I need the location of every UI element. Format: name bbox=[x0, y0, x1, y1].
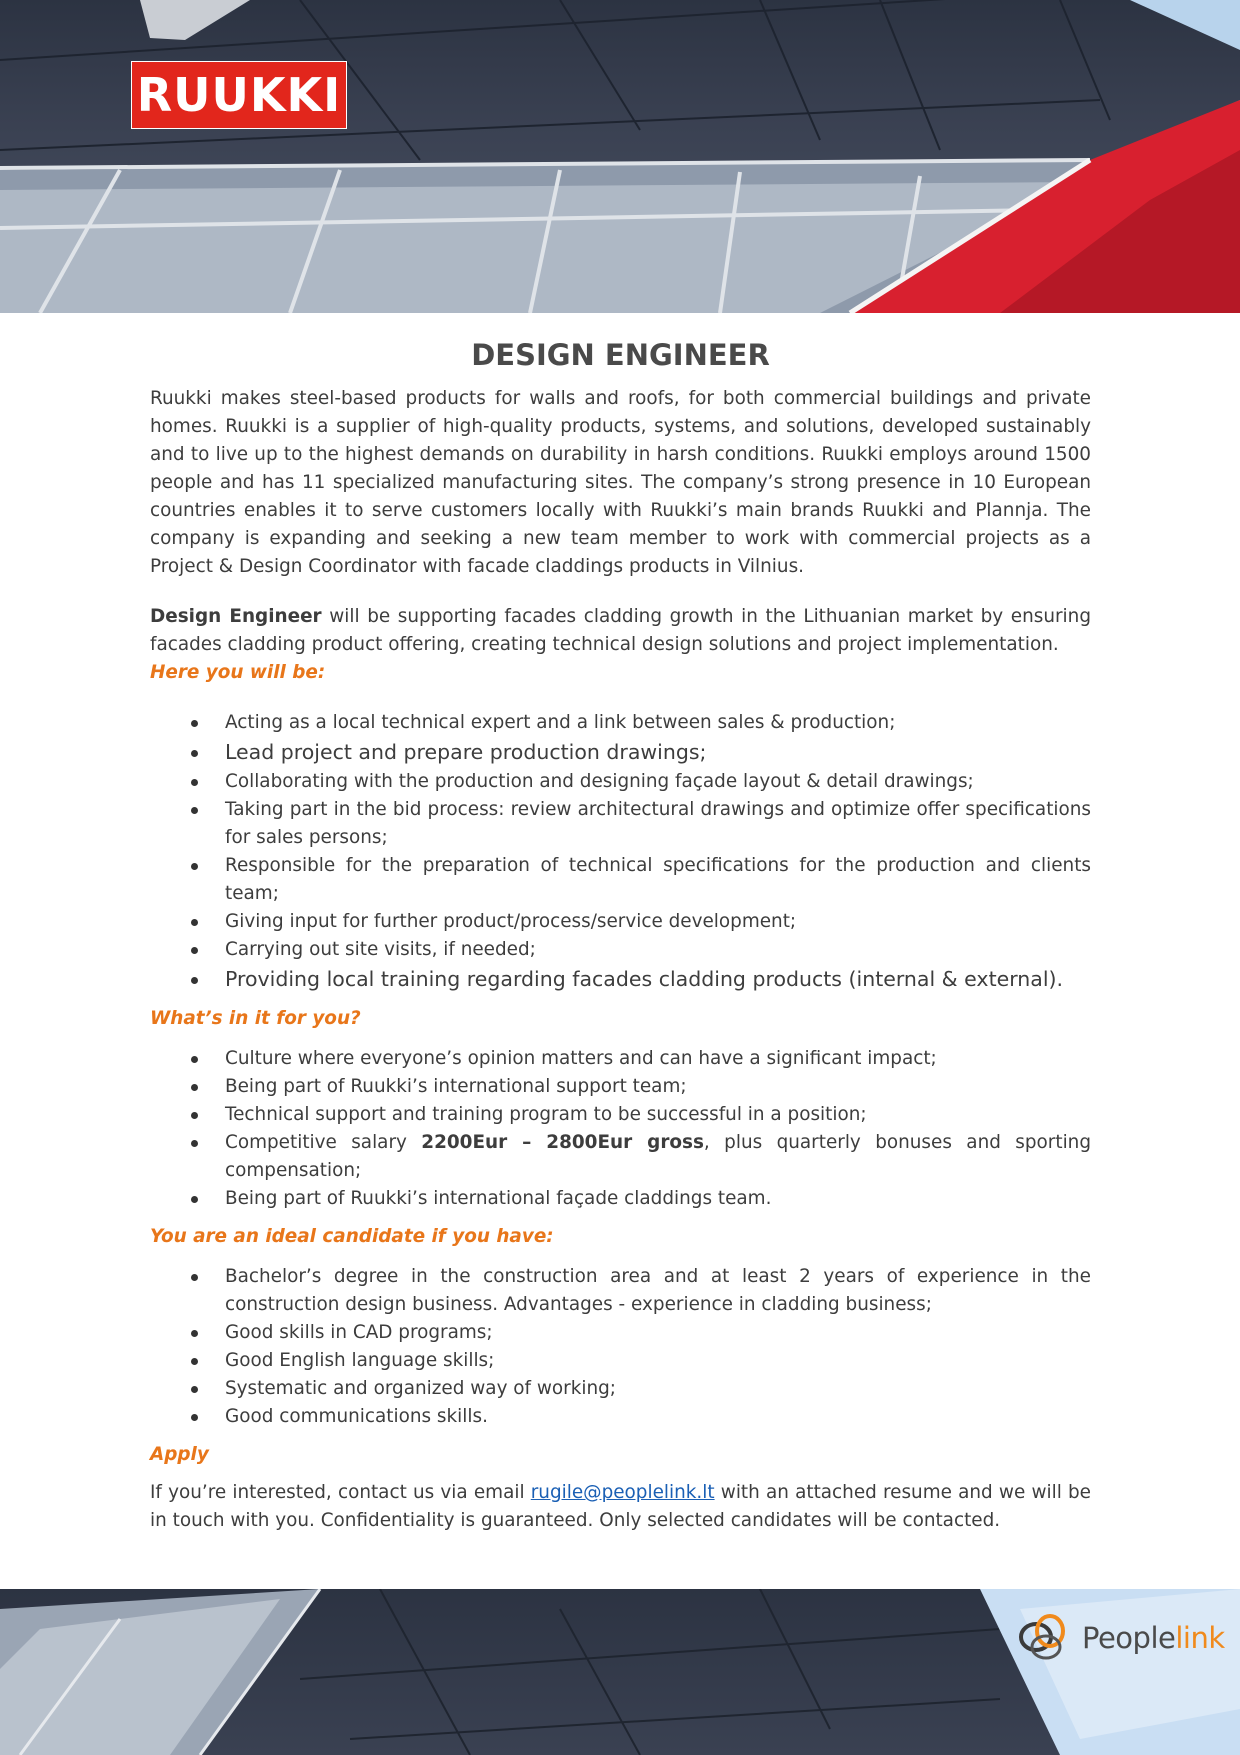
role-name: Design Engineer bbox=[150, 606, 322, 627]
list-item: Technical support and training program to be successful in a position; bbox=[150, 1101, 1091, 1129]
list-item: Systematic and organized way of working; bbox=[150, 1375, 1091, 1403]
role-description: will be supporting facades cladding growth in the Lithuanian market by ensuring facades cladding product offering, creating technical design solutions and project implementation. bbox=[150, 606, 1091, 655]
bullet-icon bbox=[191, 720, 198, 727]
bullet-icon bbox=[191, 1056, 198, 1063]
bullet-icon bbox=[191, 750, 198, 757]
list-item: Acting as a local technical expert and a link between sales & production; bbox=[150, 709, 1091, 737]
bullet-icon bbox=[191, 1330, 198, 1337]
bullet-icon bbox=[191, 1274, 198, 1281]
bullet-icon bbox=[191, 1112, 198, 1119]
list-item: Culture where everyone’s opinion matters and can have a significant impact; bbox=[150, 1045, 1091, 1073]
list-item: Being part of Ruukki’s international façade claddings team. bbox=[150, 1185, 1091, 1213]
bullet-icon bbox=[191, 947, 198, 954]
peoplelink-emblem-icon bbox=[1012, 1603, 1074, 1673]
role-summary bbox=[150, 603, 1091, 659]
peoplelink-logo bbox=[1012, 1598, 1237, 1678]
list-item: Giving input for further product/process/service development; bbox=[150, 908, 1091, 936]
peoplelink-wordmark: Peoplelink bbox=[1082, 1621, 1225, 1655]
bullet-icon bbox=[191, 1084, 198, 1091]
bullet-icon bbox=[191, 977, 198, 984]
requirements-list bbox=[150, 1263, 1091, 1431]
apply-heading: Apply bbox=[150, 1444, 209, 1465]
duties-heading: Here you will be: bbox=[150, 662, 326, 683]
header-banner-image bbox=[0, 0, 1240, 313]
bullet-icon bbox=[191, 1414, 198, 1421]
list-item: Good communications skills. bbox=[150, 1403, 1091, 1431]
building-facade-illustration bbox=[0, 0, 1240, 313]
ruukki-logo bbox=[131, 61, 347, 129]
bullet-icon bbox=[191, 919, 198, 926]
list-item: Lead project and prepare production drawings; bbox=[150, 737, 1091, 768]
list-item: Bachelor’s degree in the construction area and at least 2 years of experience in the construction design business. Advantages - experience in cladding business; bbox=[150, 1263, 1091, 1319]
list-item: Collaborating with the production and designing façade layout & detail drawings; bbox=[150, 768, 1091, 796]
list-item: Taking part in the bid process: review architectural drawings and optimize offer specifications for sales persons; bbox=[150, 796, 1091, 852]
bullet-icon bbox=[191, 863, 198, 870]
email-link[interactable]: rugile@peoplelink.lt bbox=[530, 1482, 715, 1503]
list-item: Being part of Ruukki’s international support team; bbox=[150, 1073, 1091, 1101]
list-item: Good English language skills; bbox=[150, 1347, 1091, 1375]
company-intro: Ruukki makes steel-based products for walls and roofs, for both commercial buildings and private homes. Ruukki is a supplier of high-quality products, systems, and solutions, developed sustainably and to live up to the highest demands on durability in harsh conditions. Ruukki employs around 1500 people and has 11 specialized manufacturing sites. The company’s strong presence in 10 European countries enables it to serve customers locally with Ruukki’s main brands Ruukki and Plannja. The company is expanding and seeking a new team member to work with commercial projects as a Project & Design Coordinator with facade claddings products in Vilnius. bbox=[150, 388, 1091, 577]
benefits-list bbox=[150, 1045, 1091, 1213]
ruukki-logo-text: RUUKKI bbox=[136, 68, 342, 122]
salary-amount: 2200Eur – 2800Eur gross bbox=[421, 1132, 704, 1153]
apply-text: If you’re interested, contact us via email rugile@peoplelink.lt with an attached resume and we will be in touch with you. Confidentiality is guaranteed. Only selected candidates will be contacted. bbox=[150, 1482, 1091, 1531]
bullet-icon bbox=[191, 1386, 198, 1393]
bullet-icon bbox=[191, 807, 198, 814]
page-title: DESIGN ENGINEER bbox=[471, 338, 770, 372]
bullet-icon bbox=[191, 1196, 198, 1203]
list-item: Responsible for the preparation of technical specifications for the production and clients team; bbox=[150, 852, 1091, 908]
bullet-icon bbox=[191, 1140, 198, 1147]
list-item: Carrying out site visits, if needed; bbox=[150, 936, 1091, 964]
bullet-icon bbox=[191, 1358, 198, 1365]
salary-item: Competitive salary 2200Eur – 2800Eur gross, plus quarterly bonuses and sporting compensation; bbox=[150, 1129, 1091, 1185]
requirements-heading: You are an ideal candidate if you have: bbox=[150, 1226, 554, 1247]
benefits-heading: What’s in it for you? bbox=[150, 1008, 361, 1029]
bullet-icon bbox=[191, 779, 198, 786]
list-item: Providing local training regarding facades cladding products (internal & external). bbox=[150, 964, 1091, 995]
job-posting bbox=[150, 338, 1091, 1535]
list-item: Good skills in CAD programs; bbox=[150, 1319, 1091, 1347]
duties-list bbox=[150, 709, 1091, 995]
